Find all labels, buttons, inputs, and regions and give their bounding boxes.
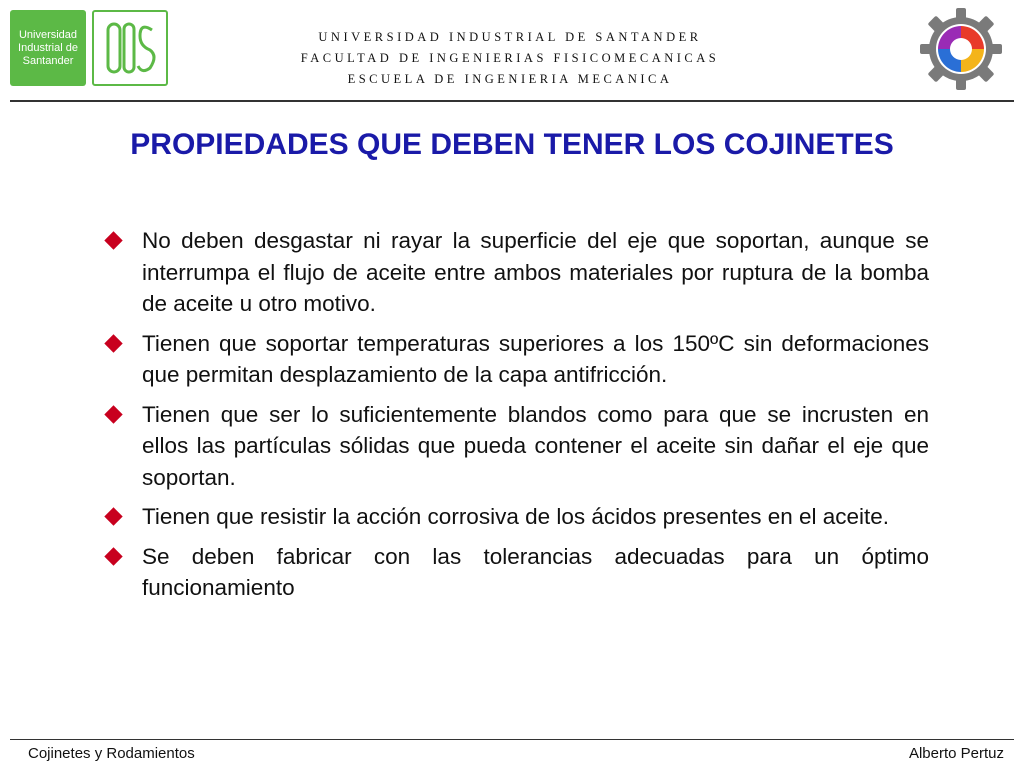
bullet-item [104,541,929,604]
bullet-text: Tienen que resistir la acción corrosiva de los ácidos presentes en el aceite. [142,504,890,529]
bullet-list [104,225,929,612]
logo-text-line-3: Santander [22,54,74,67]
diamond-bullet-icon [104,507,122,525]
bullet-text: Tienen que ser lo suficientemente blandos como para que se incrusten en ellos las partículas sólidas que pueda contener el aceite sin dañar el eje que soportan. [142,401,929,490]
uis-logo-mark [92,10,168,86]
diamond-bullet-icon [104,547,122,565]
bullet-item [104,225,929,320]
footer-course: Cojinetes y Rodamientos [28,745,195,762]
bullet-text: Se deben fabricar con las tolerancias adecuadas para un óptimo funcionamiento [142,543,929,600]
footer-divider [10,739,1014,740]
bullet-item [104,328,929,391]
diamond-bullet-icon [104,405,122,423]
institution-header [190,27,830,90]
logo-text-line-2: Industrial de [18,41,78,54]
header-line-school: ESCUELA DE INGENIERIA MECANICA [347,72,673,86]
footer-author: Alberto Pertuz [908,745,1004,762]
diamond-bullet-icon [104,231,122,249]
bullet-item [104,501,929,533]
slide-title: PROPIEDADES QUE DEBEN TENER LOS COJINETES [130,128,894,161]
university-logo-text [10,10,86,86]
uis-mark-icon [94,12,166,84]
diamond-bullet-icon [104,334,122,352]
bullet-item [104,399,929,494]
header-line-faculty: FACULTAD DE INGENIERIAS FISICOMECANICAS [300,51,720,65]
bullet-text: Tienen que soportar temperaturas superiores a los 150ºC sin deformaciones que permitan desplazamiento de la capa antifricción. [142,330,929,387]
logo-text-line-1: Universidad [18,28,78,41]
gear-logo-icon [918,6,1004,92]
bullet-text: No deben desgastar ni rayar la superficie del eje que soportan, aunque se interrumpa el flujo de aceite entre ambos materiales por ruptura de la bomba de aceite u otro motivo. [142,228,929,316]
header-line-university: UNIVERSIDAD INDUSTRIAL DE SANTANDER [318,30,702,44]
header-divider [10,100,1014,102]
